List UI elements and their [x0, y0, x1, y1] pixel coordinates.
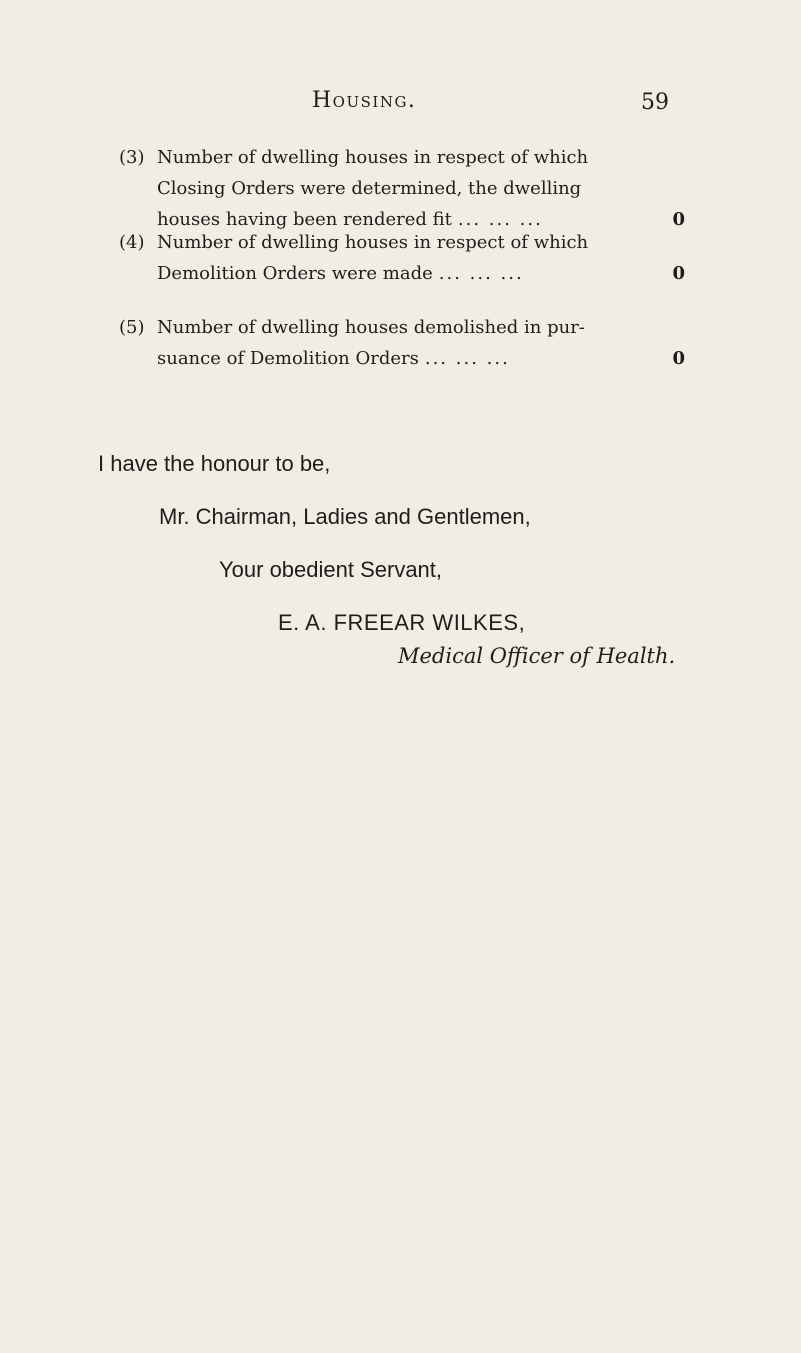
closing-address: Mr. Chairman, Ladies and Gentlemen, [159, 504, 531, 529]
item-text-line: houses having been rendered fit [157, 209, 452, 230]
item-text-line: Number of dwelling houses in respect of which [157, 232, 589, 253]
item-value: 0 [672, 348, 685, 369]
closing-valediction: Your obedient Servant, [219, 557, 443, 582]
item-final-line [119, 343, 685, 374]
item-text-line: Number of dwelling houses in respect of which [157, 147, 589, 168]
statistic-item [119, 142, 685, 235]
dot-leader: ... ... ... [424, 348, 510, 369]
item-value: 0 [672, 209, 685, 230]
dot-leader: ... ... ... [457, 209, 543, 230]
signatory-title: Medical Officer of Health. [398, 644, 676, 668]
running-title: Housing. [312, 88, 417, 113]
item-text-line: Closing Orders were determined, the dwelling [157, 178, 582, 199]
item-number: (5) [119, 317, 145, 338]
item-text-line: suance of Demolition Orders [157, 348, 419, 369]
statistic-item [119, 227, 685, 289]
item-text-line: Number of dwelling houses demolished in pur- [157, 317, 585, 338]
statistic-item [119, 312, 685, 374]
item-final-line [119, 258, 685, 289]
item-number: (3) [119, 147, 145, 168]
item-value: 0 [672, 263, 685, 284]
item-number: (4) [119, 232, 145, 253]
page-number: 59 [641, 90, 669, 115]
signatory-name: E. A. FREEAR WILKES, [278, 610, 526, 635]
item-text-line: Demolition Orders were made [157, 263, 433, 284]
running-head [0, 88, 801, 118]
dot-leader: ... ... ... [438, 263, 524, 284]
closing-greeting: I have the honour to be, [98, 451, 331, 476]
